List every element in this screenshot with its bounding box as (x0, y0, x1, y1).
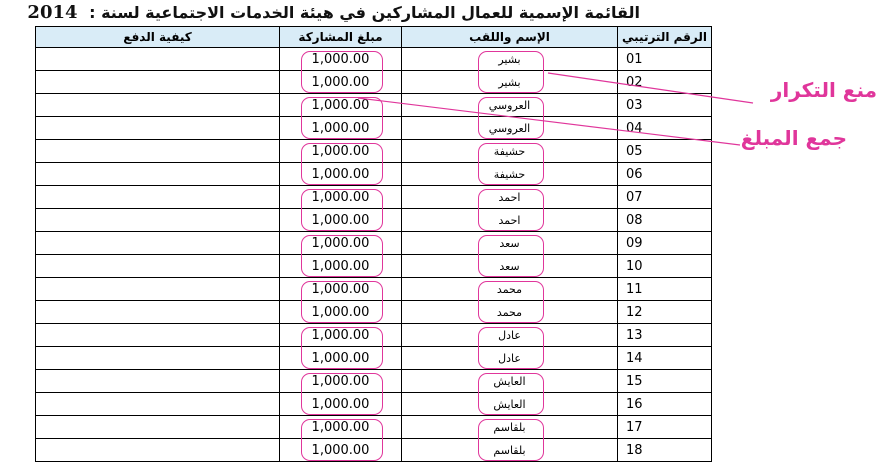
name-cell: بشير (402, 71, 618, 94)
name-cell: عادل (402, 324, 618, 347)
number-cell: 18 (618, 439, 712, 462)
amount-cell: 1,000.00 (280, 393, 402, 416)
amount-cell: 1,000.00 (280, 255, 402, 278)
title-year: 2014 (27, 2, 78, 23)
amount-cell: 1,000.00 (280, 163, 402, 186)
name-cell: العايش (402, 393, 618, 416)
header-payment: كيفية الدفع (36, 27, 280, 48)
title-text: القائمة الإسمية للعمال المشاركين في هيئة الخدمات الاجتماعية لسنة : (89, 3, 640, 22)
number-cell: 17 (618, 416, 712, 439)
amount-cell: 1,000.00 (280, 140, 402, 163)
name-cell: العروسي (402, 94, 618, 117)
name-cell: حشيفة (402, 140, 618, 163)
name-cell: بلقاسم (402, 439, 618, 462)
number-cell: 15 (618, 370, 712, 393)
prevent-duplicates-line (548, 73, 753, 103)
amount-cell: 1,000.00 (280, 416, 402, 439)
amount-cell: 1,000.00 (280, 117, 402, 140)
amount-cell: 1,000.00 (280, 94, 402, 117)
amount-cell: 1,000.00 (280, 232, 402, 255)
number-cell: 04 (618, 117, 712, 140)
header-name: الإسم واللقب (402, 27, 618, 48)
header-number: الرقم الترتيبي (618, 27, 712, 48)
amount-cell: 1,000.00 (280, 347, 402, 370)
amount-cell: 1,000.00 (280, 439, 402, 462)
number-cell: 05 (618, 140, 712, 163)
number-cell: 03 (618, 94, 712, 117)
number-cell: 06 (618, 163, 712, 186)
amount-cell: 1,000.00 (280, 71, 402, 94)
number-cell: 16 (618, 393, 712, 416)
name-cell: العايش (402, 370, 618, 393)
amount-cell: 1,000.00 (280, 186, 402, 209)
number-cell: 14 (618, 347, 712, 370)
name-cell: احمد (402, 209, 618, 232)
amount-cell: 1,000.00 (280, 370, 402, 393)
name-cell: بشير (402, 48, 618, 71)
number-cell: 08 (618, 209, 712, 232)
sum-amount-line (358, 98, 740, 145)
amount-cell: 1,000.00 (280, 301, 402, 324)
name-cell: سعد (402, 255, 618, 278)
number-cell: 07 (618, 186, 712, 209)
number-cell: 11 (618, 278, 712, 301)
number-cell: 10 (618, 255, 712, 278)
number-cell: 02 (618, 71, 712, 94)
number-cell: 13 (618, 324, 712, 347)
amount-cell: 1,000.00 (280, 48, 402, 71)
amount-cell: 1,000.00 (280, 324, 402, 347)
amount-cell: 1,000.00 (280, 278, 402, 301)
name-cell: محمد (402, 278, 618, 301)
name-cell: العروسي (402, 117, 618, 140)
note-prevent-duplicates: منع التكرار (770, 78, 877, 102)
name-cell: احمد (402, 186, 618, 209)
name-cell: محمد (402, 301, 618, 324)
name-cell: بلقاسم (402, 416, 618, 439)
amount-cell: 1,000.00 (280, 209, 402, 232)
note-sum-amount: جمع المبلغ (740, 126, 847, 150)
name-cell: عادل (402, 347, 618, 370)
name-cell: سعد (402, 232, 618, 255)
number-cell: 12 (618, 301, 712, 324)
number-cell: 09 (618, 232, 712, 255)
number-cell: 01 (618, 48, 712, 71)
header-amount: مبلغ المشاركة (280, 27, 402, 48)
name-cell: حشيفة (402, 163, 618, 186)
